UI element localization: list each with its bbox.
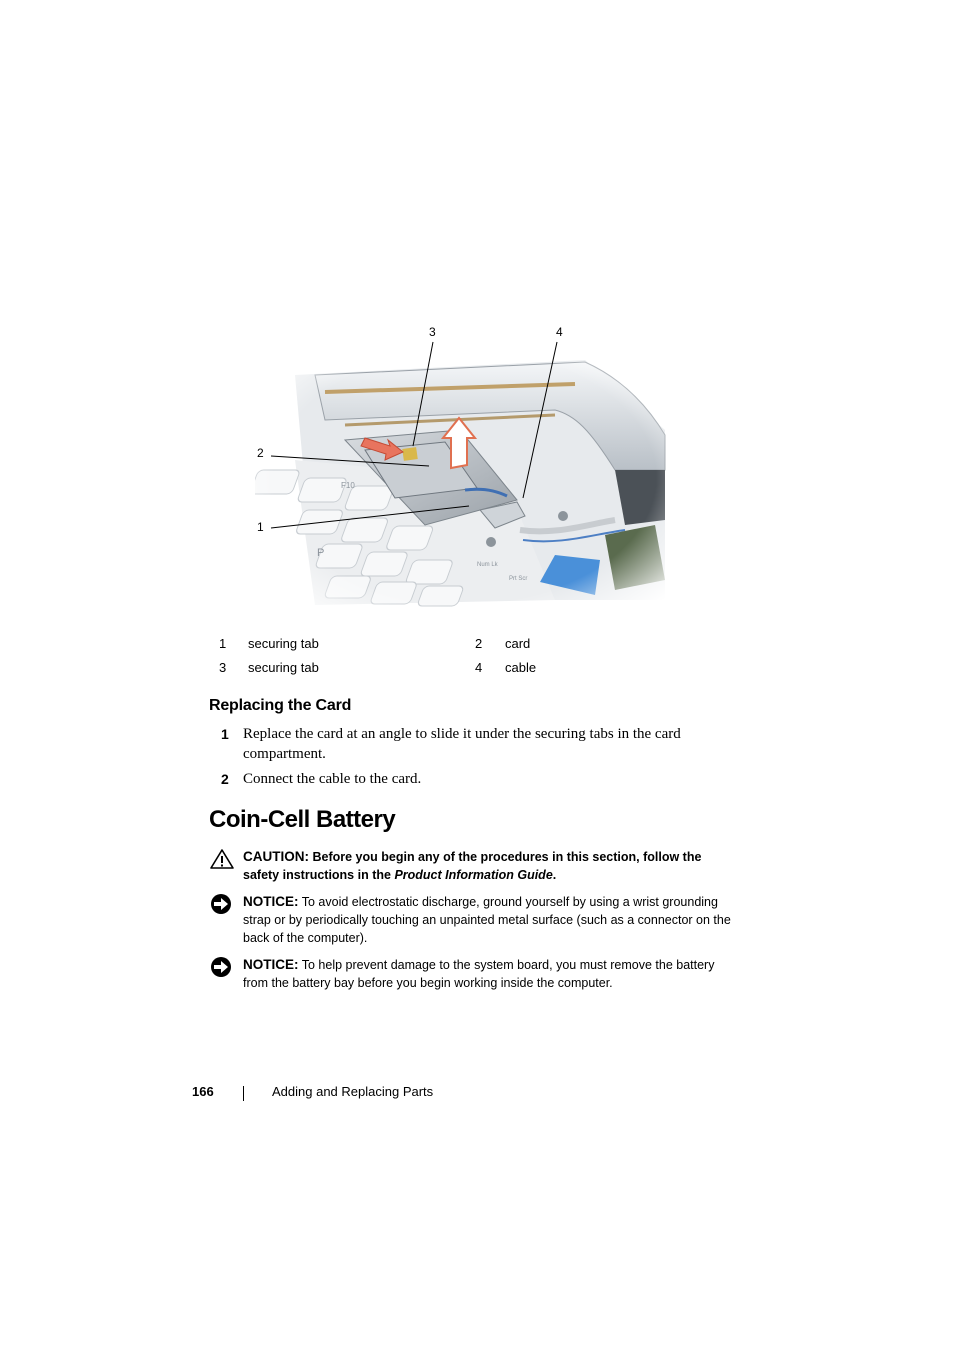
step-text: Connect the cable to the card. [243,771,422,787]
part-number: 2 [475,636,483,651]
parts-row [209,660,729,678]
notice-label: NOTICE: [243,957,299,972]
parts-row [209,636,729,654]
section-heading: Replacing the Card [209,697,352,714]
part-number: 4 [475,660,483,675]
part-label: securing tab [248,660,319,675]
footer-title: Adding and Replacing Parts [272,1084,434,1099]
notice-text: To help prevent damage to the system board, you must remove the battery from the battery bay before you begin working inside the computer. [243,958,715,990]
card-removal-figure [255,320,675,615]
step-number: 1 [221,726,229,742]
part-label: securing tab [248,636,319,651]
callout-number: 3 [429,325,436,339]
chapter-title: Coin-Cell Battery [209,806,396,833]
part-label: cable [505,660,537,675]
notice-arrow-icon [209,956,235,978]
caution-text: Before you begin any of the procedures in this section, follow the safety instructions in the [243,850,702,882]
step-number: 2 [221,771,229,787]
caution-warning-icon [209,848,235,870]
callout-number: 1 [257,520,264,534]
page-number: 166 [192,1084,214,1099]
footer-separator [243,1086,244,1101]
notice-arrow-icon [209,893,235,915]
caution-guide-title: Product Information Guide [394,868,553,882]
notice-text: To avoid electrostatic discharge, ground yourself by using a wrist grounding strap or by periodically touching an unpainted metal surface (such as a connector on the back of the computer). [243,895,731,945]
part-number: 1 [219,636,227,651]
caution-label: CAUTION: [243,849,309,864]
step-text: Replace the card at an angle to slide it under the securing tabs in the card compartment. [243,726,681,762]
notice-label: NOTICE: [243,894,299,909]
part-number: 3 [219,660,227,675]
callout-number: 2 [257,446,264,460]
caution-text-end: . [552,868,557,882]
callout-number: 4 [556,325,563,339]
part-label: card [505,636,531,651]
